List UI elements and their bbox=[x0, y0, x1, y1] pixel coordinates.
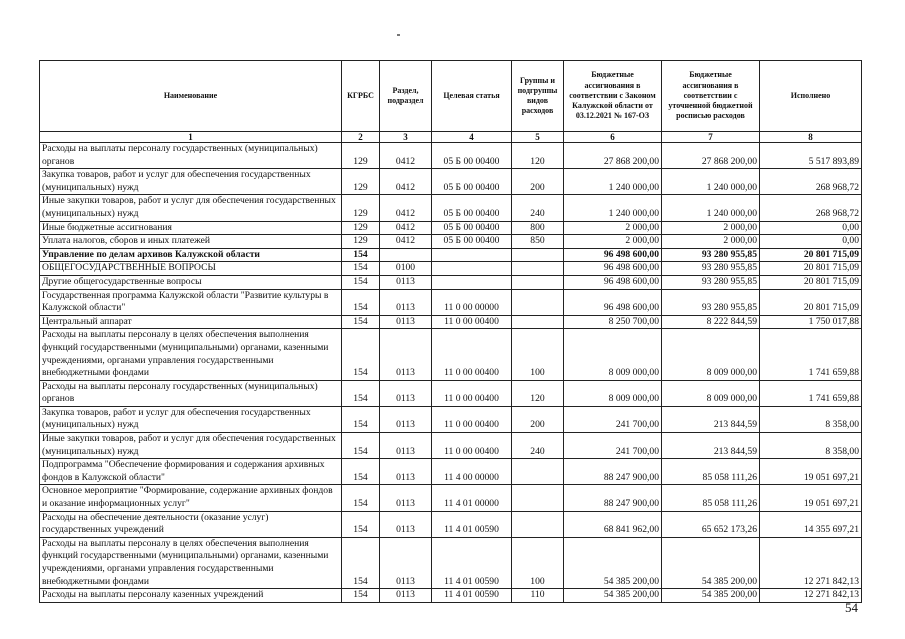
cell-razdel: 0113 bbox=[380, 511, 432, 537]
cell-refined-allocation: 8 009 000,00 bbox=[662, 329, 760, 380]
cell-razdel: 0412 bbox=[380, 169, 432, 195]
cell-expense-group: 240 bbox=[512, 433, 564, 459]
cell-kgrbs: 154 bbox=[342, 315, 380, 329]
cell-refined-allocation: 213 844,59 bbox=[662, 406, 760, 432]
cell-name: Управление по делам архивов Калужской области bbox=[40, 248, 342, 262]
cell-expense-group: 100 bbox=[512, 329, 564, 380]
cell-name: Уплата налогов, сборов и иных платежей bbox=[40, 235, 342, 249]
table-row bbox=[40, 262, 862, 276]
cell-kgrbs: 129 bbox=[342, 235, 380, 249]
cell-law-allocation: 8 250 700,00 bbox=[564, 315, 662, 329]
cell-razdel: 0113 bbox=[380, 485, 432, 511]
cell-target-article: 11 4 01 00590 bbox=[432, 589, 512, 603]
cell-law-allocation: 1 240 000,00 bbox=[564, 169, 662, 195]
cell-razdel: 0412 bbox=[380, 235, 432, 249]
table-row bbox=[40, 329, 862, 380]
cell-refined-allocation: 54 385 200,00 bbox=[662, 537, 760, 588]
cell-law-allocation: 241 700,00 bbox=[564, 433, 662, 459]
cell-executed: 20 801 715,09 bbox=[760, 262, 862, 276]
cell-target-article: 11 4 01 00590 bbox=[432, 511, 512, 537]
cell-executed: 5 517 893,89 bbox=[760, 143, 862, 169]
cell-razdel: 0113 bbox=[380, 289, 432, 315]
cell-law-allocation: 88 247 900,00 bbox=[564, 459, 662, 485]
cell-executed: 8 358,00 bbox=[760, 433, 862, 459]
cell-razdel: 0113 bbox=[380, 329, 432, 380]
cell-name: Иные закупки товаров, работ и услуг для обеспечения государственных (муниципальных) нужд bbox=[40, 433, 342, 459]
cell-refined-allocation: 8 009 000,00 bbox=[662, 380, 760, 406]
cell-name: Расходы на обеспечение деятельности (оказание услуг) государственных учреждений bbox=[40, 511, 342, 537]
cell-refined-allocation: 1 240 000,00 bbox=[662, 195, 760, 221]
cell-kgrbs: 129 bbox=[342, 143, 380, 169]
table-row bbox=[40, 221, 862, 235]
cell-refined-allocation: 2 000,00 bbox=[662, 235, 760, 249]
cell-executed: 20 801 715,09 bbox=[760, 289, 862, 315]
cell-executed: 12 271 842,13 bbox=[760, 537, 862, 588]
cell-razdel: 0113 bbox=[380, 589, 432, 603]
cell-executed: 14 355 697,21 bbox=[760, 511, 862, 537]
cell-kgrbs: 154 bbox=[342, 262, 380, 276]
table-row bbox=[40, 433, 862, 459]
cell-name: Подпрограмма "Обеспечение формирования и содержания архивных фондов в Калужской области" bbox=[40, 459, 342, 485]
cell-target-article: 11 0 00 00400 bbox=[432, 406, 512, 432]
cell-name: Расходы на выплаты персоналу государственных (муниципальных) органов bbox=[40, 143, 342, 169]
cell-refined-allocation: 65 652 173,26 bbox=[662, 511, 760, 537]
cell-executed: 0,00 bbox=[760, 235, 862, 249]
cell-target-article: 11 0 00 00400 bbox=[432, 315, 512, 329]
cell-razdel: 0113 bbox=[380, 380, 432, 406]
cell-refined-allocation: 54 385 200,00 bbox=[662, 589, 760, 603]
cell-kgrbs: 154 bbox=[342, 433, 380, 459]
table-row bbox=[40, 459, 862, 485]
cell-kgrbs: 154 bbox=[342, 380, 380, 406]
cell-law-allocation: 96 498 600,00 bbox=[564, 275, 662, 289]
cell-kgrbs: 154 bbox=[342, 459, 380, 485]
cell-law-allocation: 8 009 000,00 bbox=[564, 380, 662, 406]
cell-razdel: 0412 bbox=[380, 195, 432, 221]
cell-target-article bbox=[432, 248, 512, 262]
cell-law-allocation: 88 247 900,00 bbox=[564, 485, 662, 511]
cell-target-article: 05 Б 00 00400 bbox=[432, 221, 512, 235]
cell-executed: 0,00 bbox=[760, 221, 862, 235]
cell-name: Расходы на выплаты персоналу казенных учреждений bbox=[40, 589, 342, 603]
table-row bbox=[40, 248, 862, 262]
cell-executed: 20 801 715,09 bbox=[760, 275, 862, 289]
cell-expense-group: 800 bbox=[512, 221, 564, 235]
column-number-row bbox=[40, 132, 862, 143]
cell-name: Закупка товаров, работ и услуг для обеспечения государственных (муниципальных) нужд bbox=[40, 169, 342, 195]
cell-kgrbs: 154 bbox=[342, 511, 380, 537]
cell-refined-allocation: 27 868 200,00 bbox=[662, 143, 760, 169]
cell-law-allocation: 54 385 200,00 bbox=[564, 589, 662, 603]
cell-name: Другие общегосударственные вопросы bbox=[40, 275, 342, 289]
cell-razdel: 0113 bbox=[380, 433, 432, 459]
header-target: Целевая статья bbox=[432, 61, 512, 132]
cell-expense-group bbox=[512, 289, 564, 315]
cell-refined-allocation: 93 280 955,85 bbox=[662, 248, 760, 262]
header-refined-allocations: Бюджетные ассигнования в соответствии с уточненной бюджетной росписью расходов bbox=[662, 61, 760, 132]
cell-refined-allocation: 93 280 955,85 bbox=[662, 275, 760, 289]
cell-expense-group bbox=[512, 275, 564, 289]
table-header-row bbox=[40, 61, 862, 132]
cell-law-allocation: 54 385 200,00 bbox=[564, 537, 662, 588]
cell-refined-allocation: 8 222 844,59 bbox=[662, 315, 760, 329]
cell-expense-group: 120 bbox=[512, 380, 564, 406]
table-row bbox=[40, 235, 862, 249]
cell-kgrbs: 154 bbox=[342, 537, 380, 588]
cell-expense-group bbox=[512, 459, 564, 485]
cell-expense-group: 120 bbox=[512, 143, 564, 169]
cell-razdel bbox=[380, 248, 432, 262]
cell-refined-allocation: 85 058 111,26 bbox=[662, 485, 760, 511]
cell-kgrbs: 129 bbox=[342, 169, 380, 195]
cell-target-article: 05 Б 00 00400 bbox=[432, 235, 512, 249]
cell-kgrbs: 154 bbox=[342, 275, 380, 289]
cell-name: Расходы на выплаты персоналу государственных (муниципальных) органов bbox=[40, 380, 342, 406]
column-number: 8 bbox=[760, 132, 862, 143]
cell-expense-group bbox=[512, 248, 564, 262]
cell-executed: 20 801 715,09 bbox=[760, 248, 862, 262]
column-number: 2 bbox=[342, 132, 380, 143]
cell-kgrbs: 154 bbox=[342, 589, 380, 603]
cell-name: Основное мероприятие "Формирование, содержание архивных фондов и оказание информационных услуг" bbox=[40, 485, 342, 511]
table-row bbox=[40, 315, 862, 329]
column-number: 1 bbox=[40, 132, 342, 143]
cell-target-article: 05 Б 00 00400 bbox=[432, 195, 512, 221]
cell-name: Центральный аппарат bbox=[40, 315, 342, 329]
cell-name: Иные закупки товаров, работ и услуг для обеспечения государственных (муниципальных) нужд bbox=[40, 195, 342, 221]
table-row bbox=[40, 485, 862, 511]
cell-name: Иные бюджетные ассигнования bbox=[40, 221, 342, 235]
cell-expense-group bbox=[512, 262, 564, 276]
cell-expense-group bbox=[512, 315, 564, 329]
cell-target-article: 11 0 00 00400 bbox=[432, 329, 512, 380]
cell-law-allocation: 2 000,00 bbox=[564, 221, 662, 235]
table-row bbox=[40, 380, 862, 406]
header-kgrbs: КГРБС bbox=[342, 61, 380, 132]
table-row bbox=[40, 537, 862, 588]
cell-law-allocation: 96 498 600,00 bbox=[564, 248, 662, 262]
table-row bbox=[40, 169, 862, 195]
table-row bbox=[40, 406, 862, 432]
cell-name: Закупка товаров, работ и услуг для обеспечения государственных (муниципальных) нужд bbox=[40, 406, 342, 432]
cell-razdel: 0113 bbox=[380, 315, 432, 329]
cell-expense-group: 240 bbox=[512, 195, 564, 221]
cell-razdel: 0412 bbox=[380, 221, 432, 235]
cell-executed: 12 271 842,13 bbox=[760, 589, 862, 603]
table-row bbox=[40, 289, 862, 315]
cell-law-allocation: 68 841 962,00 bbox=[564, 511, 662, 537]
header-name: Наименование bbox=[40, 61, 342, 132]
table-row bbox=[40, 143, 862, 169]
header-law-allocations: Бюджетные ассигнования в соответствии с Законом Калужской области от 03.12.2021 № 167-ОЗ bbox=[564, 61, 662, 132]
header-executed: Исполнено bbox=[760, 61, 862, 132]
cell-expense-group: 200 bbox=[512, 406, 564, 432]
cell-expense-group: 100 bbox=[512, 537, 564, 588]
column-number: 7 bbox=[662, 132, 760, 143]
cell-name: Расходы на выплаты персоналу в целях обеспечения выполнения функций государственными (муниципальными) органами, казенными учреждениями, органами управления государственными внебюджетными фондами bbox=[40, 537, 342, 588]
table-row bbox=[40, 511, 862, 537]
cell-razdel: 0100 bbox=[380, 262, 432, 276]
cell-expense-group bbox=[512, 511, 564, 537]
cell-target-article: 05 Б 00 00400 bbox=[432, 169, 512, 195]
cell-executed: 1 741 659,88 bbox=[760, 380, 862, 406]
cell-law-allocation: 241 700,00 bbox=[564, 406, 662, 432]
table-body bbox=[40, 143, 862, 603]
cell-law-allocation: 27 868 200,00 bbox=[564, 143, 662, 169]
cell-target-article: 11 0 00 00000 bbox=[432, 289, 512, 315]
header-group: Группы и подгруппы видов расходов bbox=[512, 61, 564, 132]
cell-law-allocation: 1 240 000,00 bbox=[564, 195, 662, 221]
cell-executed: 268 968,72 bbox=[760, 195, 862, 221]
cell-target-article: 11 4 00 00000 bbox=[432, 459, 512, 485]
cell-target-article bbox=[432, 275, 512, 289]
cell-target-article: 11 0 00 00400 bbox=[432, 433, 512, 459]
cell-kgrbs: 154 bbox=[342, 406, 380, 432]
cell-refined-allocation: 2 000,00 bbox=[662, 221, 760, 235]
cell-name: Государственная программа Калужской области "Развитие культуры в Калужской области" bbox=[40, 289, 342, 315]
cell-kgrbs: 154 bbox=[342, 329, 380, 380]
column-number: 5 bbox=[512, 132, 564, 143]
cell-target-article: 05 Б 00 00400 bbox=[432, 143, 512, 169]
scan-speck bbox=[397, 34, 400, 36]
cell-refined-allocation: 93 280 955,85 bbox=[662, 262, 760, 276]
cell-name: Расходы на выплаты персоналу в целях обеспечения выполнения функций государственными (муниципальными) органами, казенными учреждениями, органами управления государственными внебюджетными фондами bbox=[40, 329, 342, 380]
column-number: 4 bbox=[432, 132, 512, 143]
cell-refined-allocation: 1 240 000,00 bbox=[662, 169, 760, 195]
header-razdel: Раздел, подраздел bbox=[380, 61, 432, 132]
cell-law-allocation: 8 009 000,00 bbox=[564, 329, 662, 380]
cell-expense-group bbox=[512, 485, 564, 511]
cell-law-allocation: 2 000,00 bbox=[564, 235, 662, 249]
column-number: 3 bbox=[380, 132, 432, 143]
cell-executed: 268 968,72 bbox=[760, 169, 862, 195]
cell-target-article: 11 0 00 00400 bbox=[432, 380, 512, 406]
table-row bbox=[40, 195, 862, 221]
cell-law-allocation: 96 498 600,00 bbox=[564, 262, 662, 276]
table-row bbox=[40, 275, 862, 289]
cell-razdel: 0113 bbox=[380, 459, 432, 485]
cell-executed: 1 741 659,88 bbox=[760, 329, 862, 380]
cell-executed: 19 051 697,21 bbox=[760, 459, 862, 485]
cell-kgrbs: 154 bbox=[342, 248, 380, 262]
cell-executed: 1 750 017,88 bbox=[760, 315, 862, 329]
budget-execution-table bbox=[39, 60, 862, 603]
cell-target-article: 11 4 01 00590 bbox=[432, 537, 512, 588]
cell-kgrbs: 129 bbox=[342, 195, 380, 221]
cell-expense-group: 110 bbox=[512, 589, 564, 603]
cell-executed: 19 051 697,21 bbox=[760, 485, 862, 511]
cell-kgrbs: 154 bbox=[342, 485, 380, 511]
cell-kgrbs: 154 bbox=[342, 289, 380, 315]
cell-kgrbs: 129 bbox=[342, 221, 380, 235]
cell-expense-group: 850 bbox=[512, 235, 564, 249]
page-number: 54 bbox=[845, 600, 858, 615]
cell-refined-allocation: 213 844,59 bbox=[662, 433, 760, 459]
cell-razdel: 0113 bbox=[380, 275, 432, 289]
cell-name: ОБЩЕГОСУДАРСТВЕННЫЕ ВОПРОСЫ bbox=[40, 262, 342, 276]
cell-target-article bbox=[432, 262, 512, 276]
cell-razdel: 0412 bbox=[380, 143, 432, 169]
column-number: 6 bbox=[564, 132, 662, 143]
cell-refined-allocation: 85 058 111,26 bbox=[662, 459, 760, 485]
cell-law-allocation: 96 498 600,00 bbox=[564, 289, 662, 315]
cell-razdel: 0113 bbox=[380, 537, 432, 588]
cell-razdel: 0113 bbox=[380, 406, 432, 432]
cell-target-article: 11 4 01 00000 bbox=[432, 485, 512, 511]
cell-refined-allocation: 93 280 955,85 bbox=[662, 289, 760, 315]
table-row bbox=[40, 589, 862, 603]
cell-executed: 8 358,00 bbox=[760, 406, 862, 432]
cell-expense-group: 200 bbox=[512, 169, 564, 195]
